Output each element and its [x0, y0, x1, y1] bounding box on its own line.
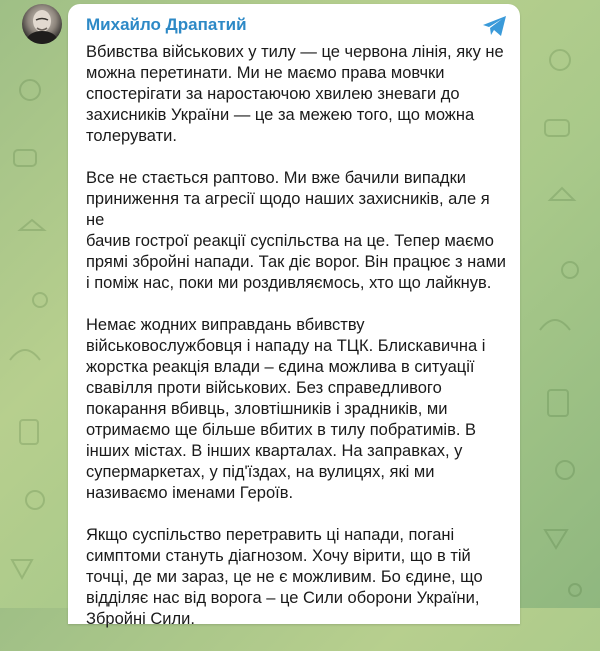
- message-paragraph: Немає жодних виправдань вбивству військовослужбовця і нападу на ТЦК. Блискавична і жорстка реакція влади – єдина можлива в ситуації свавілля проти військових. Без справедливого покарання вбивць, зловтішників і зрадників, ми отримаємо ще більше вбитих в тилу побратимів. В інших містах. В інших кварталах. На заправках, у супермаркетах, у під'їздах, на вулицях, які ми називаємо іменами Героїв.: [86, 316, 486, 502]
- telegram-share-icon[interactable]: [482, 14, 508, 38]
- message-bubble: [68, 4, 520, 628]
- message-author[interactable]: Михайло Драпатий: [86, 15, 247, 34]
- message-paragraph: Якщо суспільство перетравить ці напади, погані симптоми стануть діагнозом. Хочу вірити, що в тій точці, де ми зараз, це не є можливим. Бо єдине, що відділяє нас від ворога – це Сили оборони України, Збройні Сили.: [86, 526, 483, 628]
- avatar[interactable]: [22, 4, 62, 44]
- message-text: [86, 42, 510, 651]
- message-paragraph: Вбивства військових у тилу — це червона лінія, яку не можна перетинати. Ми не маємо права мовчки спостерігати за наростаючою хвилею зневаги до захисників України — це за межею того, що можна толерувати.: [86, 43, 504, 145]
- message-paragraph: Все не стається раптово. Ми вже бачили випадки приниження та агресії щодо наших захисників, але я не бачив гострої реакції суспільства на це. Тепер маємо прямі збройні напади. Так діє ворог. Він працює з нами і поміж нас, поки ми роздивляємось, хто що лайкнув.: [86, 169, 507, 292]
